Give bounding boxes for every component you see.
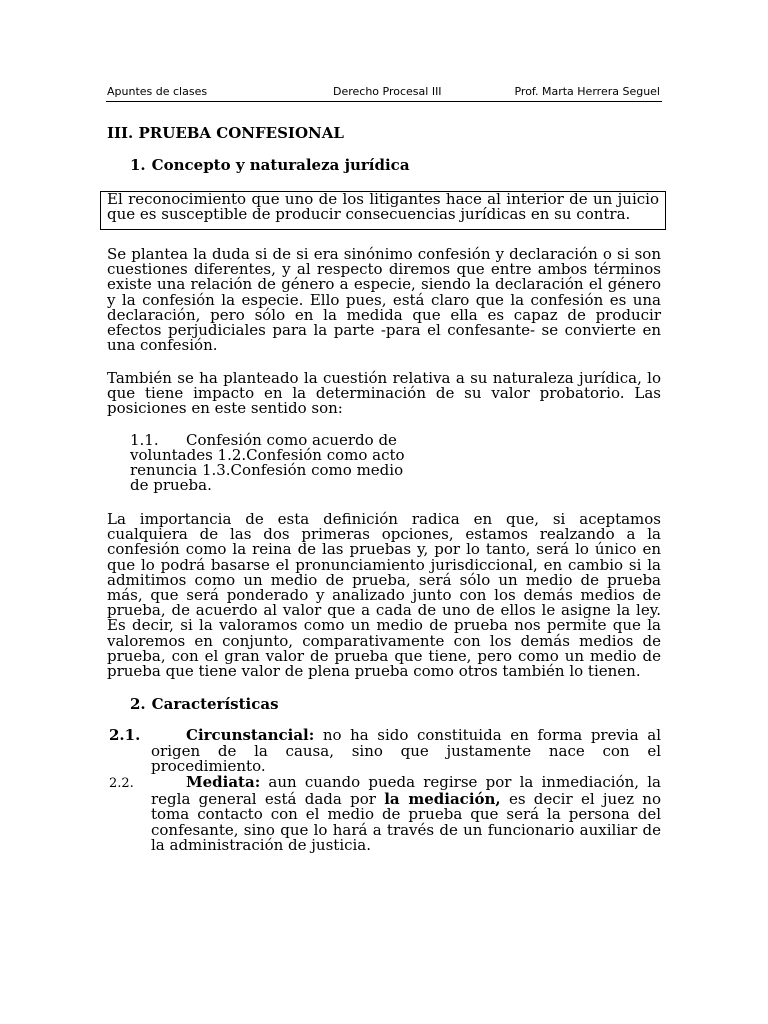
item-2-1-number: 2.1. (109, 726, 141, 744)
nature-list (130, 433, 405, 493)
item-2-1-term: Circunstancial: (186, 726, 315, 744)
list-number: 1.1. (130, 431, 159, 449)
header-left: Apuntes de clases (107, 85, 208, 98)
paragraph-3: La importancia de esta definición radica en que, si aceptamos cualquiera de las dos primeras opciones, estamos realzando a la confesión como la reina de las pruebas y, por lo tanto, será lo único en que lo podrá basarse el pronunciamiento jurisdiccional, en cambio si la admitimos como un medio de prueba, será sólo un medio de prueba más, que será ponderado y analizado junto con los demás medios de prueba, de acuerdo al valor que a cada de uno de ellos le asigne la ley. Es decir, si la valoramos como un medio de prueba nos permite que la valoremos en conjunto, comparativamente con los demás medios de prueba, con el gran valor de prueba que tiene, pero como un medio de prueba que tiene valor de plena prueba como otros también lo tienen. (107, 510, 661, 681)
item-2-2-term: Mediata: (186, 773, 261, 791)
characteristic-2-1 (109, 726, 661, 775)
header-right: Prof. Marta Herrera Seguel (514, 85, 660, 98)
item-2-2-text-b: es decir el juez no toma contacto con el medio de prueba que será la persona del confesante, sino que lo hará a través de un funcionario auxiliar de la administración de justicia. (151, 789, 661, 854)
paragraph-2: También se ha planteado la cuestión relativa a su naturaleza jurídica, lo que tiene impacto en la determinación de su valor probatorio. Las posiciones en este sentido son: (107, 369, 661, 418)
item-2-2-number: 2.2. (109, 776, 134, 791)
item-2-2-text-a: aun cuando pueda regirse por la inmediación, la regla general está dada por (151, 773, 661, 808)
header-center: Derecho Procesal III (333, 85, 442, 98)
section-title: III. PRUEBA CONFESIONAL (107, 124, 344, 142)
paragraph-1: Se plantea la duda si de si era sinónimo confesión y declaración o si son cuestiones diferentes, y al respecto diremos que entre ambos términos existe una relación de género a especie, siendo la declaración el género y la confesión la especie. Ello pues, está claro que la confesión es una declaración, pero sólo en la medida que ella es capaz de producir efectos perjudiciales para la parte -para el confesante- se convierte en una confesión. (107, 245, 661, 355)
definition-text: El reconocimiento que uno de los litigantes hace al interior de un juicio que es susceptible de producir consecuencias jurídicas en su contra. (107, 191, 659, 223)
page-header (106, 85, 662, 102)
characteristic-2-2 (109, 773, 661, 854)
item-2-2-bold-mid: la mediación, (384, 789, 501, 808)
subsection-2-heading (130, 695, 279, 713)
definition-box (100, 191, 666, 230)
list-text: Confesión como acuerdo de voluntades 1.2.Confesión como acto renuncia 1.3.Confesión como medio de prueba. (130, 431, 405, 494)
subsection-1-title: Concepto y naturaleza jurídica (151, 156, 410, 174)
subsection-1-heading (130, 156, 410, 174)
item-2-1-text: no ha sido constituida en forma previa al origen de la causa, sino que justamente nace con el procedimiento. (151, 726, 661, 775)
subsection-1-number: 1. (130, 156, 146, 174)
subsection-2-number: 2. (130, 695, 146, 713)
subsection-2-title: Características (151, 695, 279, 713)
